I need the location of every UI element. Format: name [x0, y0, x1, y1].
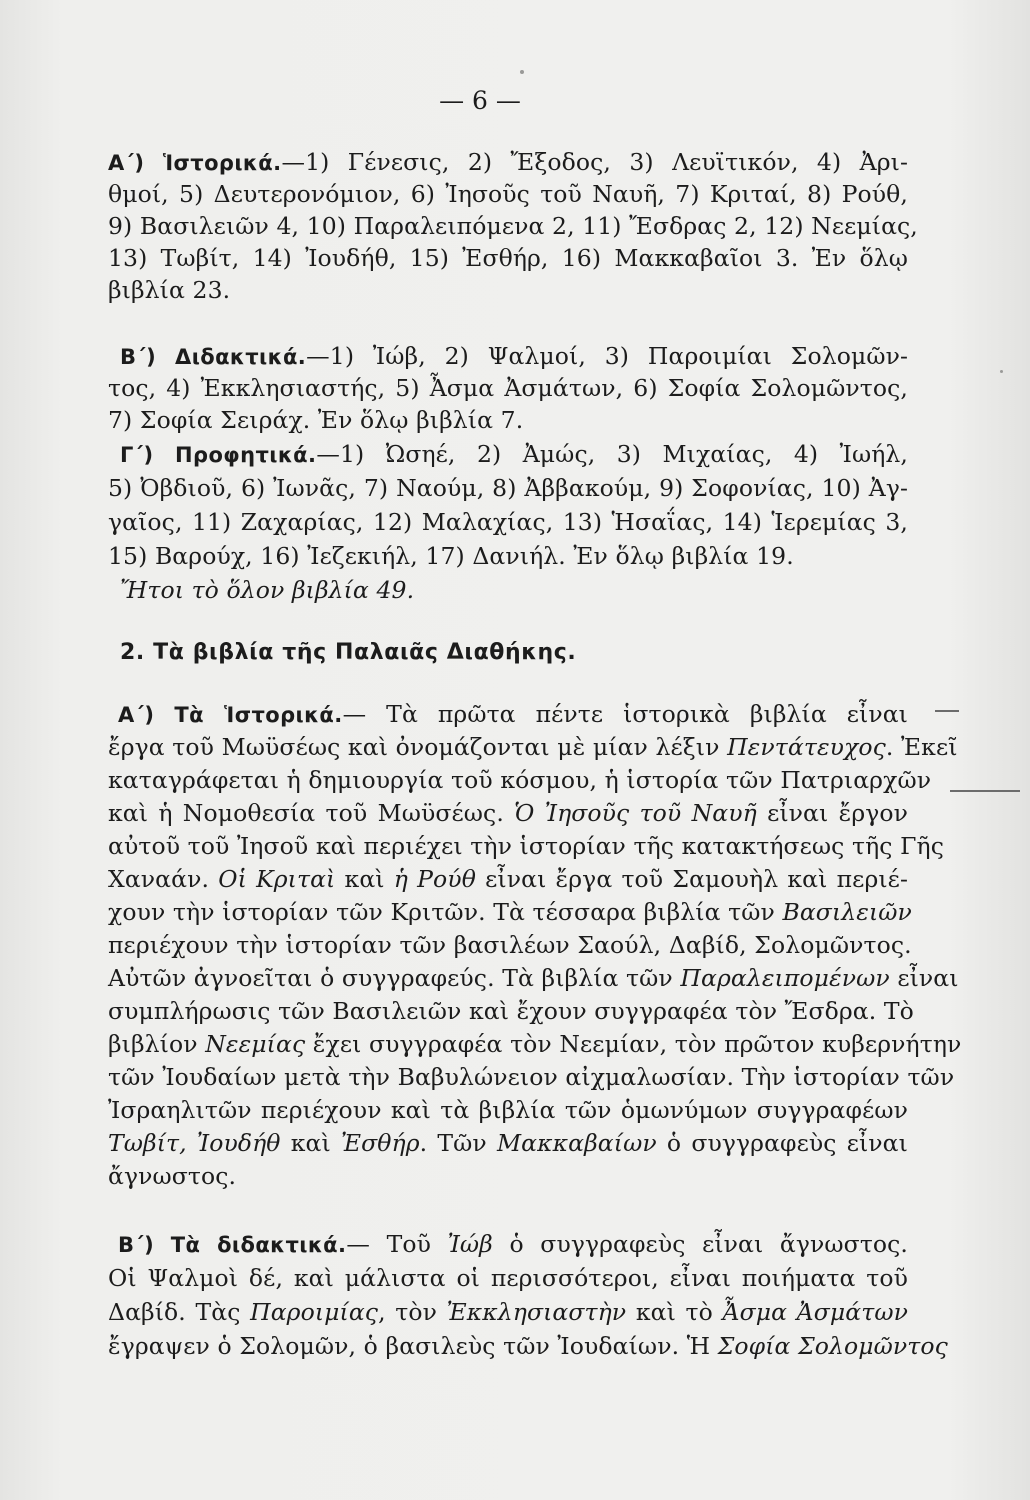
s2-historical-line-13: Ἰσραηλιτῶν περιέχουν καὶ τὰ βιβλία τῶν ὁμωνύμων συγγραφέων: [108, 1096, 908, 1124]
list-prophetic-line-4: 15) Βαρούχ, 16) Ἰεζεκιήλ, 17) Δανιήλ. Ἐν ὅλῳ βιβλία 19.: [108, 542, 794, 570]
s2-didactic-heading: Β΄) Τὰ διδακτικά.: [118, 1233, 347, 1257]
list-historical-heading: Α΄) Ἱστορικά.: [108, 151, 282, 175]
list-didactic-line-3: 7) Σοφία Σειράχ. Ἐν ὅλῳ βιβλία 7.: [108, 406, 524, 434]
s2-didactic-line-4: ἔγραψεν ὁ Σολομῶν, ὁ βασιλεὺς τῶν Ἰουδαίων. Ἡ Σοφία Σολομῶντος: [108, 1332, 948, 1360]
s2-historical-line-1: Α΄) Τὰ Ἱστορικά.— Τὰ πρῶτα πέντε ἱστορικὰ βιβλία εἶναι: [118, 700, 908, 728]
s2-historical-line-15: ἄγνωστος.: [108, 1162, 237, 1190]
section-title: 2. Τὰ βιβλία τῆς Παλαιᾶς Διαθήκης.: [120, 640, 577, 665]
s2-historical-line-2: ἔργα τοῦ Μωϋσέως καὶ ὀνομάζονται μὲ μίαν λέξιν Πεντάτευχος. Ἐκεῖ: [108, 733, 958, 761]
list-prophetic-line-2: 5) Ὀβδιοῦ, 6) Ἰωνᾶς, 7) Ναούμ, 8) Ἀββακούμ, 9) Σοφονίας, 10) Ἀγ-: [108, 474, 908, 502]
s2-didactic-line-3: Δαβίδ. Τὰς Παροιμίας, τὸν Ἐκκλησιαστὴν καὶ τὸ Ἆσμα Ἀσμάτων: [108, 1298, 908, 1326]
s2-historical-line-9: Αὐτῶν ἀγνοεῖται ὁ συγγραφεύς. Τὰ βιβλία τῶν Παραλειπομένων εἶναι: [108, 964, 959, 992]
scan-edge-mark: [950, 790, 1020, 792]
list-prophetic-line-3: γαῖος, 11) Ζαχαρίας, 12) Μαλαχίας, 13) Ἡσαΐας, 14) Ἱερεμίας 3,: [108, 508, 908, 536]
s2-historical-line-3: καταγράφεται ἡ δημιουργία τοῦ κόσμου, ἡ ἱστορία τῶν Πατριαρχῶν: [108, 766, 932, 794]
list-prophetic-heading: Γ΄) Προφητικά.: [120, 443, 317, 467]
scan-speck: [1000, 370, 1003, 373]
list-total: Ἤτοι τὸ ὅλον βιβλία 49.: [120, 576, 415, 604]
list-historical-line-2: θμοί, 5) Δευτερονόμιον, 6) Ἰησοῦς τοῦ Ναυῆ, 7) Κριταί, 8) Ρούθ,: [108, 180, 908, 208]
list-historical-line-1: Α΄) Ἱστορικά.—1) Γένεσις, 2) Ἔξοδος, 3) Λευϊτικόν, 4) Ἀρι-: [108, 148, 908, 176]
s2-didactic-line-2: Οἱ Ψαλμοὶ δέ, καὶ μάλιστα οἱ περισσότεροι, εἶναι ποιήματα τοῦ: [108, 1264, 908, 1292]
s2-historical-line-12: τῶν Ἰουδαίων μετὰ τὴν Βαβυλώνειον αἰχμαλωσίαν. Τὴν ἱστορίαν τῶν: [108, 1063, 955, 1091]
s2-historical-line-5: αὐτοῦ τοῦ Ἰησοῦ καὶ περιέχει τὴν ἱστορίαν τῆς κατακτήσεως τῆς Γῆς: [108, 832, 944, 860]
s2-historical-heading: Α΄) Τὰ Ἱστορικά.: [118, 703, 343, 727]
s2-historical-line-14: Τωβίτ, Ἰουδήθ καὶ Ἐσθήρ. Τῶν Μακκαβαίων ὁ συγγραφεὺς εἶναι: [108, 1129, 908, 1157]
s2-historical-line-6: Χαναάν. Οἱ Κριταὶ καὶ ἡ Ρούθ εἶναι ἔργα τοῦ Σαμουὴλ καὶ περιέ-: [108, 865, 909, 893]
s2-historical-line-11: βιβλίον Νεεμίας ἔχει συγγραφέα τὸν Νεεμίαν, τὸν πρῶτον κυβερνήτην: [108, 1030, 962, 1058]
list-prophetic-line-1: Γ΄) Προφητικά.—1) Ὠσηέ, 2) Ἀμώς, 3) Μιχαίας, 4) Ἰωήλ,: [120, 440, 909, 468]
scan-edge-mark: [935, 710, 959, 712]
list-historical-line-4: 13) Τωβίτ, 14) Ἰουδήθ, 15) Ἐσθήρ, 16) Μακκαβαῖοι 3. Ἐν ὅλῳ: [108, 244, 908, 272]
s2-historical-line-4: καὶ ἡ Νομοθεσία τοῦ Μωϋσέως. Ὁ Ἰησοῦς τοῦ Ναυῆ εἶναι ἔργον: [108, 799, 909, 827]
scan-speck: [520, 70, 524, 74]
list-didactic-heading: Β΄) Διδακτικά.: [120, 345, 307, 369]
list-didactic-line-2: τος, 4) Ἐκκλησιαστής, 5) Ἆσμα Ἀσμάτων, 6) Σοφία Σολομῶντος,: [108, 374, 908, 402]
list-historical-line-5: βιβλία 23.: [108, 276, 231, 304]
page-number: — 6 —: [439, 86, 521, 115]
s2-didactic-line-1: Β΄) Τὰ διδακτικά.— Τοῦ Ἰώβ ὁ συγγραφεὺς εἶναι ἄγνωστος.: [118, 1230, 908, 1258]
list-historical-line-3: 9) Βασιλειῶν 4, 10) Παραλειπόμενα 2, 11) Ἔσδρας 2, 12) Νεεμίας,: [108, 212, 918, 240]
s2-historical-line-8: περιέχουν τὴν ἱστορίαν τῶν βασιλέων Σαούλ, Δαβίδ, Σολομῶντος.: [108, 931, 912, 959]
s2-historical-line-10: συμπλήρωσις τῶν Βασιλειῶν καὶ ἔχουν συγγραφέα τὸν Ἔσδρα. Τὸ: [108, 997, 914, 1025]
list-didactic-line-1: Β΄) Διδακτικά.—1) Ἰώβ, 2) Ψαλμοί, 3) Παροιμίαι Σολομῶν-: [120, 342, 909, 370]
s2-historical-line-7: χουν τὴν ἱστορίαν τῶν Κριτῶν. Τὰ τέσσαρα βιβλία τῶν Βασιλειῶν: [108, 898, 912, 926]
